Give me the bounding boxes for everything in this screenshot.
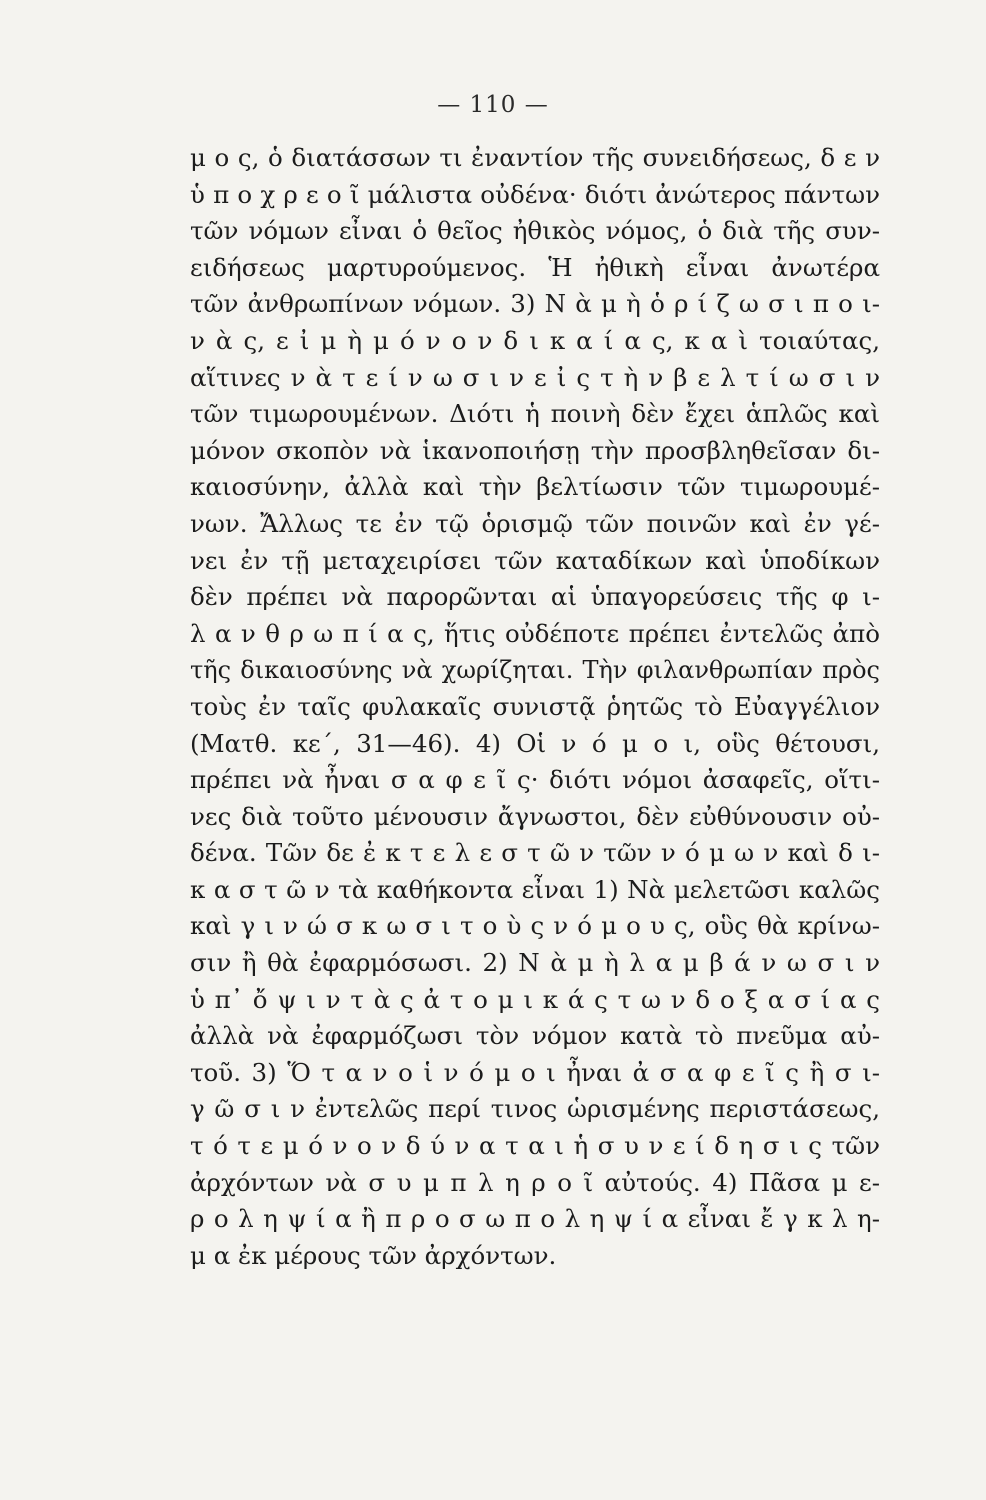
text-line: τοὺς ἐν ταῖς φυλακαῖς συνιστᾷ ῥητῶς τὸ Εὐαγγέλιον [190,691,880,721]
text-line: νει ἐν τῇ μεταχειρίσει τῶν καταδίκων καὶ ὑποδίκων [190,545,880,575]
text-line: γ ῶ σ ι ν ἐντελῶς περί τινος ὡρισμένης περιστάσεως, [190,1094,880,1124]
text-line: μ ο ς, ὁ διατάσσων τι ἐναντίον τῆς συνειδήσεως, δ ε ν [190,143,880,172]
text-line: τῶν ἀνθρωπίνων νόμων. 3) Ν ὰ μ ὴ ὁ ρ ί ζ ω σ ι π ο ι- [190,289,880,319]
body-text [190,140,880,1274]
text-line: τ ό τ ε μ ό ν ο ν δ ύ ν α τ α ι ἡ σ υ ν ε ί δ η σ ι ς τῶν [190,1131,880,1161]
text-line: αἵτινες ν ὰ τ ε ί ν ω σ ι ν ε ἰ ς τ ὴ ν β ε λ τ ί ω σ ι ν [190,362,880,392]
text-line: τῆς δικαιοσύνης νὰ χωρίζηται. Τὴν φιλανθρωπίαν πρὸς [190,656,880,685]
text-line: μόνον σκοπὸν νὰ ἱκανοποιήσῃ τὴν προσβληθεῖσαν δι- [190,435,880,465]
text-line: ειδήσεως μαρτυρούμενος. Ἡ ἠθικὴ εἶναι ἀνωτέρα [190,252,880,282]
text-line: δὲν πρέπει νὰ παρορῶνται αἱ ὑπαγορεύσεις τῆς φ ι- [190,582,880,612]
text-line: ἀρχόντων νὰ σ υ μ π λ η ρ ο ῖ αὐτούς. 4) Πᾶσα μ ε- [190,1167,880,1197]
text-line: δένα. Τῶν δε ἐ κ τ ε λ ε σ τ ῶ ν τῶν ν ό μ ω ν καὶ δ ι- [190,838,880,868]
text-line: τῶν νόμων εἶναι ὁ θεῖος ἠθικὸς νόμος, ὁ διὰ τῆς συν- [190,216,880,246]
text-line: ν ὰ ς, ε ἰ μ ὴ μ ό ν ο ν δ ι κ α ί α ς, κ α ὶ τοιαύτας, [190,325,880,355]
text-line: καὶ γ ι ν ώ σ κ ω σ ι τ ο ὺ ς ν ό μ ο υ ς, οὓς θὰ κρίνω- [190,911,880,941]
text-line: μ α ἐκ μέρους τῶν ἀρχόντων. [190,1240,557,1270]
text-line: ἀλλὰ νὰ ἐφαρμόζωσι τὸν νόμον κατὰ τὸ πνεῦμα αὐ- [190,1021,880,1051]
text-line: νων. Ἄλλως τε ἐν τῷ ὁρισμῷ τῶν ποινῶν καὶ ἐν γέ- [190,508,880,538]
text-line: σιν ἢ θὰ ἐφαρμόσωσι. 2) Ν ὰ μ ὴ λ α μ β ά ν ω σ ι ν [190,948,880,978]
text-line: ρ ο λ η ψ ί α ἢ π ρ ο σ ω π ο λ η ψ ί α εἶναι ἔ γ κ λ η- [190,1204,880,1234]
text-line: τῶν τιμωρουμένων. Διότι ἡ ποινὴ δὲν ἔχει ἁπλῶς καὶ [190,399,880,429]
text-line: ὑ π ο χ ρ ε ο ῖ μάλιστα οὐδένα· διότι ἀνώτερος πάντων [190,179,880,209]
text-line: λ α ν θ ρ ω π ί α ς, ἥτις οὐδέποτε πρέπει ἐντελῶς ἀπὸ [190,618,880,648]
page-number: — 110 — [437,92,549,118]
text-line: ὑ π᾿ ὄ ψ ι ν τ ὰ ς ἀ τ ο μ ι κ ά ς τ ω ν δ ο ξ α σ ί α ς [190,984,880,1014]
text-line: πρέπει νὰ ἦναι σ α φ ε ῖ ς· διότι νόμοι ἀσαφεῖς, οἵτι- [190,765,880,795]
text-line: τοῦ. 3) Ὅ τ α ν ο ἱ ν ό μ ο ι ἦναι ἀ σ α φ ε ῖ ς ἢ σ ι- [190,1057,880,1087]
text-line: (Ματθ. κε΄, 31—46). 4) Οἱ ν ό μ ο ι, οὓς θέτουσι, [190,728,880,758]
text-line: καιοσύνην, ἀλλὰ καὶ τὴν βελτίωσιν τῶν τιμωρουμέ- [190,472,880,502]
text-line: κ α σ τ ῶ ν τὰ καθήκοντα εἶναι 1) Νὰ μελετῶσι καλῶς [190,874,880,904]
text-line: νες διὰ τοῦτο μένουσιν ἄγνωστοι, δὲν εὐθύνουσιν οὐ- [190,801,880,831]
